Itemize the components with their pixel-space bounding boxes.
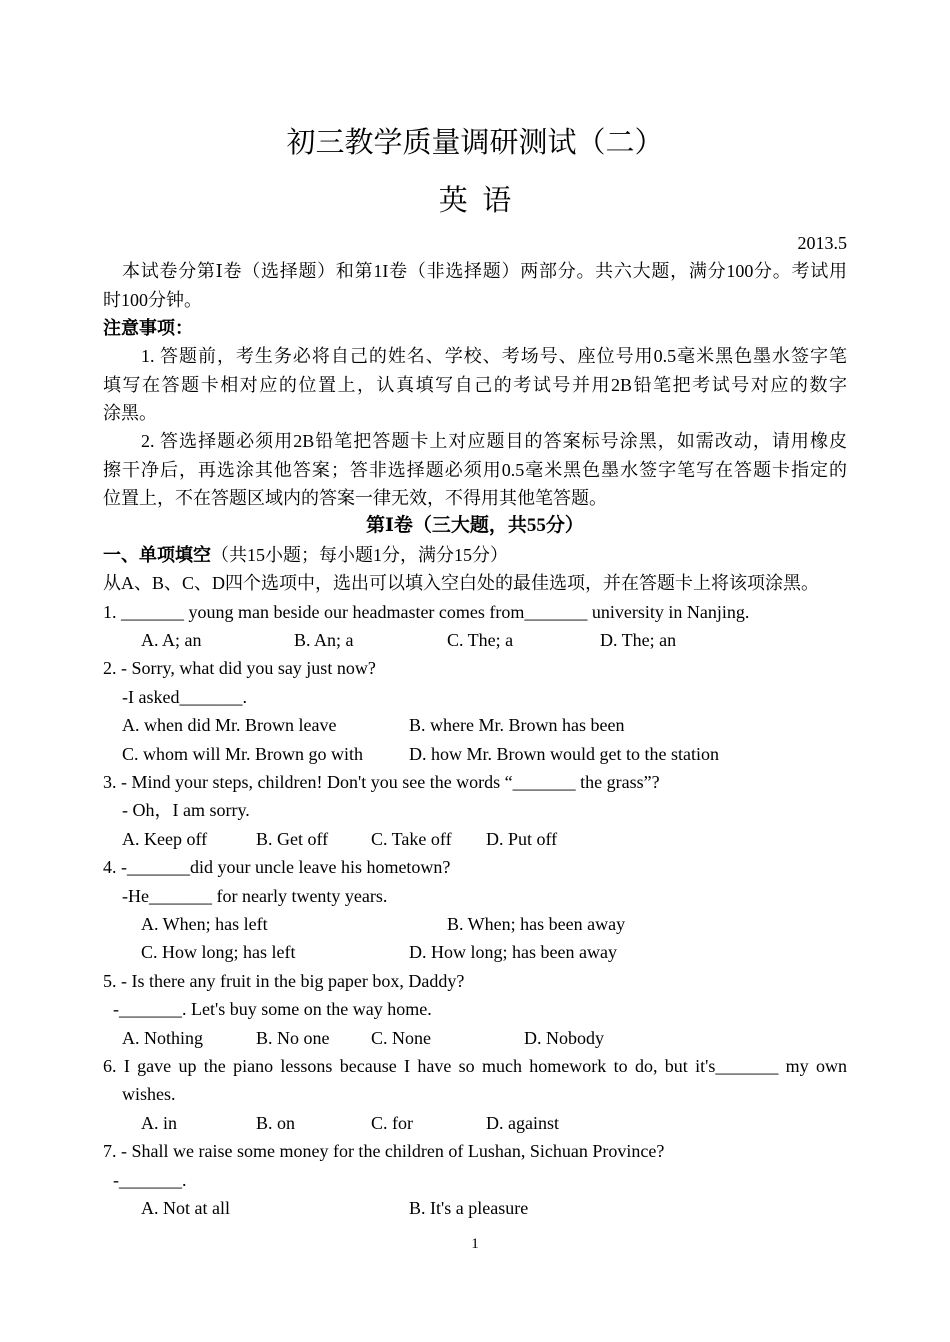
q4-option-a: A. When; has left — [141, 914, 268, 934]
q5-option-c: C. None — [371, 1028, 431, 1048]
q3-stem-2: - Oh，I am sorry. — [122, 800, 250, 820]
q1-option-b: B. An; a — [294, 630, 354, 650]
q6-option-a: A. in — [141, 1113, 177, 1133]
q6-option-b: B. on — [256, 1113, 296, 1133]
subject-title: 英 语 — [438, 185, 512, 217]
q3-option-d: D. Put off — [486, 829, 558, 849]
q7-option-b: B. It's a pleasure — [409, 1198, 529, 1218]
q2-stem: 2. - Sorry, what did you say just now? — [103, 658, 376, 678]
q7-stem-2: -_______. — [113, 1170, 187, 1190]
q6-stem: 6. I gave up the piano lessons because I have so much homework to do, but it's_______ my own — [103, 1056, 847, 1076]
q5-option-b: B. No one — [256, 1028, 330, 1048]
q4-stem: 4. -_______did your uncle leave his hometown? — [103, 857, 451, 877]
q3-option-b: B. Get off — [256, 829, 329, 849]
note-1-line-3: 涂黑。 — [103, 403, 157, 423]
q4-option-b: B. When; has been away — [447, 914, 626, 934]
intro-line-2: 时100分钟。 — [103, 290, 202, 310]
section-1-header — [103, 544, 508, 566]
q4-option-d: D. How long; has been away — [409, 942, 617, 962]
section-1-note: （共15小题；每小题1分，满分15分） — [211, 545, 508, 565]
q5-option-d: D. Nobody — [524, 1028, 604, 1048]
q3-stem: 3. - Mind your steps, children! Don't you see the words “_______ the grass”? — [103, 772, 660, 792]
page-number: 1 — [471, 1236, 479, 1252]
q5-option-a: A. Nothing — [122, 1028, 203, 1048]
section-1-instruction: 从A、B、C、D四个选项中，选出可以填入空白处的最佳选项，并在答题卡上将该项涂黑。 — [103, 573, 820, 593]
q4-stem-2: -He_______ for nearly twenty years. — [122, 886, 388, 906]
q3-option-a: A. Keep off — [122, 829, 208, 849]
notes-heading: 注意事项： — [103, 318, 193, 338]
q1-option-c: C. The; a — [447, 630, 514, 650]
q1-option-d: D. The; an — [600, 630, 677, 650]
q2-stem-2: -I asked_______. — [122, 687, 247, 707]
q6-option-c: C. for — [371, 1113, 413, 1133]
q7-stem: 7. - Shall we raise some money for the children of Lushan, Sichuan Province? — [103, 1141, 665, 1161]
q1-option-a: A. A; an — [141, 630, 202, 650]
q6-stem-2: wishes. — [122, 1084, 176, 1104]
section-1-title: 一、单项填空 — [103, 545, 211, 565]
q2-option-a: A. when did Mr. Brown leave — [122, 715, 337, 735]
q5-stem: 5. - Is there any fruit in the big paper box, Daddy? — [103, 971, 465, 991]
exam-title: 初三教学质量调研测试（二） — [286, 127, 664, 159]
q2-option-c: C. whom will Mr. Brown go with — [122, 744, 364, 764]
note-1-line-2: 填写在答题卡相对应的位置上，认真填写自己的考试号并用2B铅笔把考试号对应的数字 — [103, 375, 847, 395]
q6-option-d: D. against — [486, 1113, 559, 1133]
q3-option-c: C. Take off — [371, 829, 452, 849]
q1-stem: 1. _______ young man beside our headmaster comes from_______ university in Nanjing. — [103, 602, 750, 622]
note-1-line-1: 1. 答题前，考生务必将自己的姓名、学校、考场号、座位号用0.5毫米黑色墨水签字笔 — [141, 346, 847, 366]
note-2-line-3: 位置上，不在答题区域内的答案一律无效，不得用其他笔答题。 — [103, 488, 607, 508]
intro-line-1: 本试卷分第Ⅰ卷（选择题）和第1I卷（非选择题）两部分。共六大题，满分100分。考试用 — [122, 261, 847, 281]
q5-stem-2: -_______. Let's buy some on the way home. — [113, 999, 432, 1019]
q4-option-c: C. How long; has left — [141, 942, 296, 962]
q2-option-d: D. how Mr. Brown would get to the station — [409, 744, 719, 764]
part-1-heading: 第Ⅰ卷（三大题，共55分） — [366, 515, 584, 536]
q2-option-b: B. where Mr. Brown has been — [409, 715, 625, 735]
q7-option-a: A. Not at all — [141, 1198, 230, 1218]
note-2-line-1: 2. 答选择题必须用2B铅笔把答题卡上对应题目的答案标号涂黑，如需改动，请用橡皮 — [141, 431, 847, 451]
note-2-line-2: 擦干净后，再选涂其他答案；答非选择题必须用0.5毫米黑色墨水签字笔写在答题卡指定的 — [103, 460, 847, 480]
exam-date: 2013.5 — [797, 233, 847, 253]
